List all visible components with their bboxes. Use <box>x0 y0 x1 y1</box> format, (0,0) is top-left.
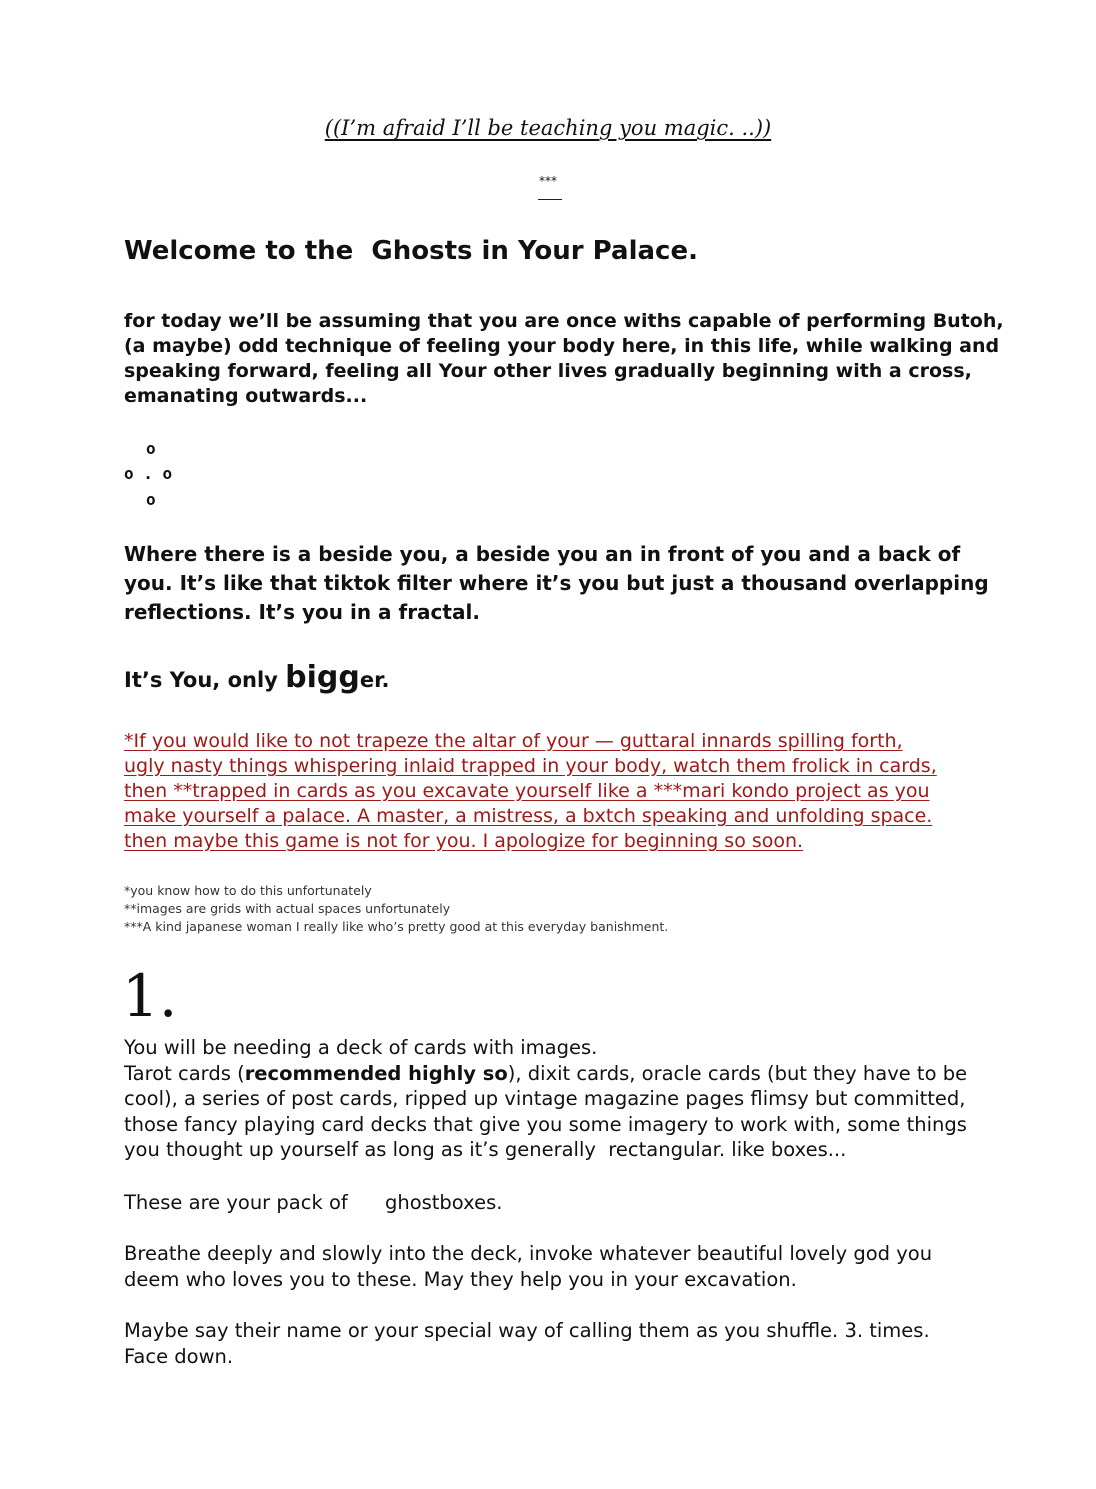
section1-line <box>124 1061 1004 1087</box>
section1-paragraph <box>124 1035 1004 1163</box>
cross-top: o <box>146 439 156 458</box>
pack-line <box>124 1191 502 1214</box>
footnotes <box>124 882 668 936</box>
warning-line: then maybe this game is not for you. I apologize for beginning so soon. <box>124 830 804 852</box>
pack-word: ghostboxes. <box>384 1191 503 1214</box>
page-title <box>124 236 698 266</box>
intro-line: speaking forward, feeling all Your other lives gradually beginning with a cross, <box>124 360 972 382</box>
section1-line2-bold: recommended highly so <box>244 1061 508 1085</box>
footnote: *you know how to do this unfortunately <box>124 883 372 898</box>
bigger-start: It’s You, only <box>124 668 286 692</box>
fractal-line: reflections. It’s you in a fractal. <box>124 600 480 624</box>
bigger-big: bigg <box>285 660 360 695</box>
breathe-line: deem who loves you to these. May they help you in your excavation. <box>124 1267 797 1291</box>
breathe-line: Breathe deeply and slowly into the deck, invoke whatever beautiful lovely god you <box>124 1242 933 1265</box>
warning-line: then **trapped in cards as you excavate yourself like a ***mari kondo project as you <box>124 780 930 802</box>
cross-bottom: o <box>146 490 156 509</box>
footnote: **images are grids with actual spaces unfortunately <box>124 901 451 916</box>
subtitle <box>0 116 1096 140</box>
bigger-line <box>124 660 389 695</box>
shuffle-line: Face down. <box>124 1344 234 1368</box>
shuffle-line: Maybe say their name or your special way of calling them as you shuffle. 3. times. <box>124 1319 930 1342</box>
subtitle-text: ((I’m afraid I’ll be teaching you magic. ..)) <box>324 116 772 140</box>
cross-middle: o . o <box>124 464 173 483</box>
separator-rule <box>538 199 562 200</box>
section1-line: You will be needing a deck of cards with images. <box>124 1036 598 1059</box>
fractal-line: Where there is a beside you, a beside you an in front of you and a back of <box>124 542 961 566</box>
warning-paragraph <box>124 729 984 854</box>
separator-stars: *** <box>539 174 557 188</box>
fractal-paragraph <box>124 540 989 627</box>
shuffle-paragraph <box>124 1318 1004 1369</box>
section1-line2-end: ), dixit cards, oracle cards (but they have to be <box>507 1061 968 1085</box>
section-number: 1. <box>122 962 178 1030</box>
title-prefix: Welcome to the <box>124 236 354 266</box>
section1-line2-start: Tarot cards ( <box>124 1061 245 1085</box>
intro-line: for today we’ll be assuming that you are once withs capable of performing Butoh, <box>124 310 1004 332</box>
intro-paragraph <box>124 309 1004 409</box>
fractal-line: you. It’s like that tiktok filter where it’s you but just a thousand overlapping <box>124 571 989 595</box>
intro-line: (a maybe) odd technique of feeling your body here, in this life, while walking and <box>124 335 1000 357</box>
section1-line: cool), a series of post cards, ripped up vintage magazine pages flimsy but committed, <box>124 1087 966 1110</box>
warning-line: make yourself a palace. A master, a mistress, a bxtch speaking and unfolding space. <box>124 805 933 827</box>
warning-line: *If you would like to not trapeze the altar of your — guttaral innards spilling forth, <box>124 730 903 752</box>
bigger-end: er. <box>359 668 390 692</box>
section1-line: you thought up yourself as long as it’s generally rectangular. like boxes... <box>124 1138 847 1161</box>
footnote: ***A kind japanese woman I really like who’s pretty good at this everyday banishment. <box>124 919 669 934</box>
title-name: Ghosts in Your Palace. <box>371 236 698 266</box>
intro-line: emanating outwards... <box>124 385 368 407</box>
pack-start: These are your pack of <box>124 1191 348 1214</box>
section1-line: those fancy playing card decks that give you some imagery to work with, some things <box>124 1112 967 1136</box>
warning-line: ugly nasty things whispering inlaid trapped in your body, watch them frolick in cards, <box>124 755 937 777</box>
breathe-paragraph <box>124 1241 1004 1292</box>
